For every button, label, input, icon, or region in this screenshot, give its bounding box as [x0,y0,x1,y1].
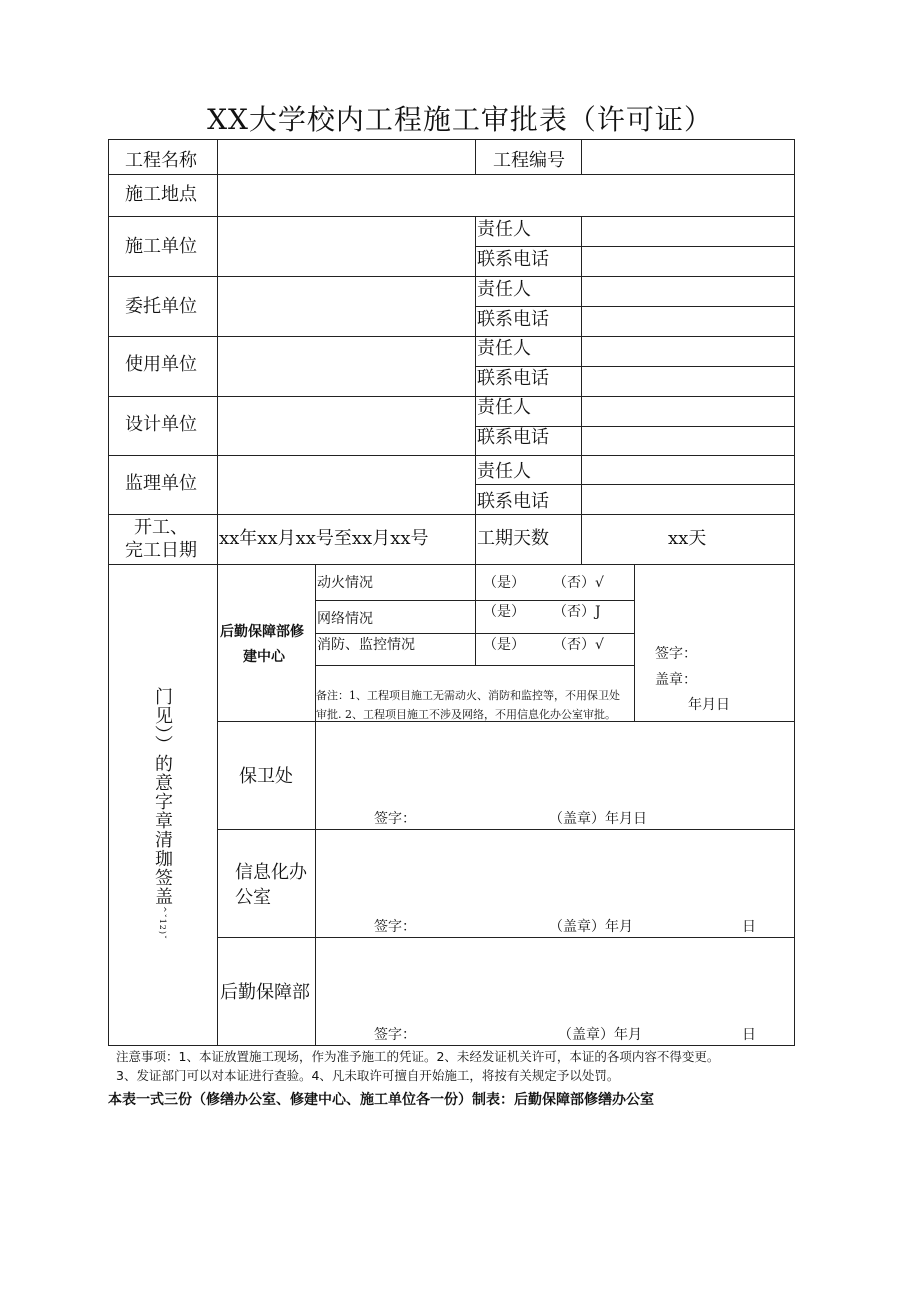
sub-row-line [475,366,795,367]
col-line [475,564,476,665]
project-name-label: 工程名称 [125,150,197,171]
check-no-fire: （否）√ [553,575,604,591]
it-dept-line1: 信息化办 [235,862,307,883]
phone-label: 联系电话 [477,368,549,389]
logistics-support-dept-label: 后勤保障部 [220,982,310,1003]
check-no-fire-monitor: （否）√ [553,637,604,653]
project-no-label: 工程编号 [493,150,565,171]
check-yes-network: （是） [483,604,525,620]
logistics-support-day: 日 [742,1027,756,1043]
it-day: 日 [742,919,756,935]
check-row-line [315,665,634,666]
approval-table [108,139,795,1046]
logistics-date-label: 年月日 [688,697,730,713]
row-line [108,396,795,397]
schedule-dates: xx年xx月xx号至xx月xx号 [219,528,429,549]
logistics-dept-line2: 建中心 [243,649,285,665]
duration-value: xx天 [668,528,707,549]
form-footer: 本表一式三份（修缮办公室、修建中心、施工单位各一份）制表：后勤保障部修缮办公室 [108,1092,654,1108]
logistics-note-line2: 审批. 2、工程项目施工不涉及网络，不用信息化办公室审批。 [316,708,616,721]
it-sign-label: 签字： [374,919,416,935]
section-line [217,829,795,830]
col-line [581,139,582,174]
opinion-side-label: 门见））的意字章清珈签盖^ˇ12)ˇ [152,687,173,941]
check-item-fire: 动火情况 [317,575,373,591]
sub-row-line [475,306,795,307]
row-line [108,216,795,217]
row-line [108,276,795,277]
start-label-line2: 完工日期 [125,540,197,561]
start-label-line1: 开工、 [134,517,188,538]
sub-row-line [475,484,795,485]
check-item-fire-monitor: 消防、监控情况 [317,637,415,653]
site-label: 施工地点 [125,184,197,205]
unit-label-user: 使用单位 [125,354,197,375]
table-border-top [108,139,795,140]
notes-line1: 注意事项：1、本证放置施工现场，作为准予施工的凭证。2、未经发证机关许可，本证的各项内容不得变更。 [116,1049,720,1064]
row-line [108,174,795,175]
security-stamp-date: （盖章）年月日 [549,811,647,827]
logistics-sign-label: 签字： [655,646,697,662]
row-line [108,514,795,515]
unit-label-supervision: 监理单位 [125,473,197,494]
unit-label-client: 委托单位 [125,296,197,317]
col-line [475,216,476,564]
logistics-note-line1: 备注：1、工程项目施工无需动火、消防和监控等，不用保卫处 [316,689,620,702]
col-line [475,139,476,174]
logistics-support-stamp-month: （盖章）年月 [558,1027,642,1043]
phone-label: 联系电话 [477,309,549,330]
row-line [108,336,795,337]
col-line [634,564,635,721]
responsible-label: 责任人 [477,219,531,240]
phone-label: 联系电话 [477,249,549,270]
row-line [108,455,795,456]
responsible-label: 责任人 [477,338,531,359]
col-line [315,564,316,1046]
security-sign-label: 签字： [374,811,416,827]
logistics-dept-line1: 后勤保障部修 [220,624,304,640]
check-row-line [315,600,634,601]
unit-label-design: 设计单位 [125,414,197,435]
it-dept-line2: 公室 [235,887,271,908]
col-line [581,216,582,564]
check-item-network: 网络情况 [317,611,373,627]
form-title: XX大学校内工程施工审批表（许可证） [207,103,713,136]
security-dept-label: 保卫处 [239,766,293,787]
logistics-support-sign-label: 签字： [374,1027,416,1043]
phone-label: 联系电话 [477,427,549,448]
col-line [217,139,218,1046]
responsible-label: 责任人 [477,279,531,300]
responsible-label: 责任人 [477,461,531,482]
table-border-bottom [108,1045,795,1046]
section-line [217,721,795,722]
sub-row-line [475,246,795,247]
duration-label: 工期天数 [477,528,549,549]
unit-label-construction: 施工单位 [125,236,197,257]
notes-line2: 3、发证部门可以对本证进行查验。4、凡未取许可擅自开始施工，将按有关规定予以处罚。 [116,1068,620,1083]
responsible-label: 责任人 [477,397,531,418]
check-yes-fire: （是） [483,575,525,591]
check-yes-fire-monitor: （是） [483,637,525,653]
section-line [217,937,795,938]
check-row-line [315,633,634,634]
check-no-network: （否）J [553,604,601,620]
it-stamp-month: （盖章）年月 [549,919,633,935]
phone-label: 联系电话 [477,491,549,512]
row-line [108,564,795,565]
logistics-stamp-label: 盖章： [655,672,697,688]
